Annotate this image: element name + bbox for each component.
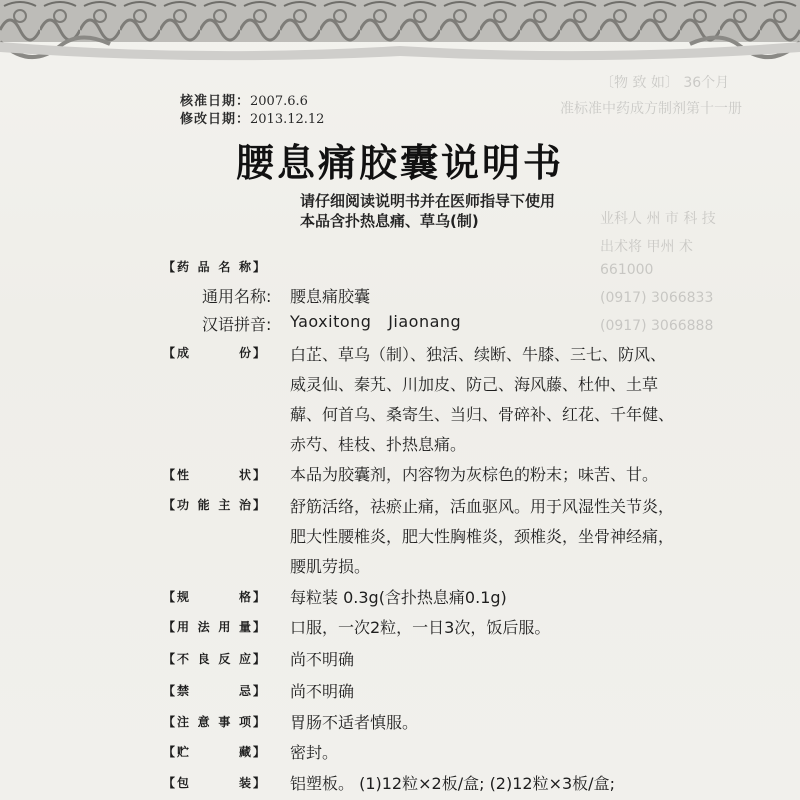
generic-name-label: 通用名称: — [202, 287, 272, 306]
ingredients-line: 白芷、草乌（制）、独活、续断、牛膝、三七、防风、 — [290, 345, 667, 364]
indications-line: 肥大性腰椎炎，肥大性胸椎炎，颈椎炎，坐骨神经痛， — [290, 527, 675, 546]
section-label-text: 禁 忌 — [177, 684, 251, 698]
generic-name-value: 腰息痛胶囊 — [290, 287, 371, 306]
indications-line: 舒筋活络，祛瘀止痛，活血驱风。用于风湿性关节炎， — [290, 497, 675, 516]
section-label-text: 药 品 名 称 — [177, 260, 251, 274]
leaflet-page: 〔物 致 如〕 36个月 准标准中药成方制剂第十一册 业科人 州 市 科 技 出术将 甲州 术 661000 (0917) 3066833 (0917) 3066888 核准日期：2007.6.6 修改日期：2013.12.12 腰息痛胶囊说明书 请仔细阅读说明书并在医师指导下使用 本品含扑热息痛、草乌(制) 【 药 品 名 称 】 通用名称: 腰息痛胶囊 汉语拼音: Yaoxitong Jiaonang 【 成 份 】 白芷、草乌（制）、独活、续断、牛膝、三七、防风、 威灵仙、秦艽、川加皮、防己、海风藤、杜仲、土草 薢、何首乌、桑寄生、当归、骨碎补、红花、千年健、 赤芍、桂枝、扑热息痛。 【 性 状 】 本品为胶囊剂，内容物为灰棕色的粉末；味苦、甘。 【 功 能 主 治 】 舒筋活络，祛瘀止痛，活血驱风。用于风湿性关节炎， 肥大性腰椎炎，肥大性胸椎炎，颈椎炎，坐骨神经痛， 腰肌劳损。 【 规 格 】 每粒装 0.3g(含扑热息痛0.1g) 【 用 法 用 量 】 口服，一次2粒，一日3次，饭后服。 【 不 良 反 应 】 尚不明确 【 禁 忌 】 尚不明确 【 注 意 事 项 】 胃肠不适者慎服。 【 贮 藏 】 密封。 【 包 装 】 铝塑板。 (1)12粒×2板/盒; (2)12粒×3板/盒; — [0, 0, 800, 800]
section-label-text: 规 格 — [177, 590, 251, 604]
document-title: 腰息痛胶囊说明书 — [235, 141, 564, 185]
adverse-reactions-text: 尚不明确 — [290, 650, 355, 669]
approval-date-line — [180, 90, 308, 109]
ingredients-line: 薢、何首乌、桑寄生、当归、骨碎补、红花、千年健、 — [290, 405, 675, 424]
ingredients-line: 威灵仙、秦艽、川加皮、防己、海风藤、杜仲、土草 — [290, 375, 659, 394]
properties-text: 本品为胶囊剂，内容物为灰棕色的粉末；味苦、甘。 — [290, 465, 659, 484]
bleed-through-decoration: 661000 — [600, 262, 654, 278]
bleed-through-decoration: (0917) 3066888 — [600, 318, 714, 334]
pinyin-value: Yaoxitong Jiaonang — [290, 312, 462, 331]
ingredients-line: 赤芍、桂枝、扑热息痛。 — [290, 435, 467, 454]
contraindications-text: 尚不明确 — [290, 682, 355, 701]
bleed-through-decoration: 准标准中药成方制剂第十一册 — [560, 101, 742, 117]
bleed-through-decoration: 〔物 致 如〕 36个月 — [600, 75, 730, 91]
section-label-text: 贮 藏 — [177, 745, 251, 759]
bleed-through-decoration: 业科人 州 市 科 技 — [600, 211, 716, 227]
storage-text: 密封。 — [290, 743, 339, 762]
indications-line: 腰肌劳损。 — [290, 557, 371, 576]
revision-date-label: 修改日期： — [180, 112, 251, 127]
section-label-text: 不 良 反 应 — [177, 652, 251, 666]
ornamental-border — [0, 0, 800, 80]
dosage-text: 口服，一次2粒，一日3次，饭后服。 — [290, 618, 551, 637]
approval-date-value: 2007.6.6 — [250, 94, 308, 109]
package-text: 铝塑板。 (1)12粒×2板/盒; (2)12粒×3板/盒; — [290, 774, 615, 793]
section-label-text: 功 能 主 治 — [177, 498, 251, 512]
section-label-text: 用 法 用 量 — [177, 620, 251, 634]
precautions-text: 胃肠不适者慎服。 — [290, 713, 419, 732]
section-label-text: 包 装 — [177, 776, 251, 790]
section-label-text: 性 状 — [177, 468, 251, 482]
pinyin-label: 汉语拼音: — [202, 315, 272, 334]
specification-text: 每粒装 0.3g(含扑热息痛0.1g) — [290, 588, 507, 607]
revision-date-value: 2013.12.12 — [250, 112, 325, 127]
bleed-through-decoration: (0917) 3066833 — [600, 290, 714, 306]
section-label-text: 成 份 — [177, 346, 251, 360]
approval-date-label: 核准日期： — [180, 94, 251, 109]
revision-date-line — [180, 108, 324, 127]
usage-warning: 请仔细阅读说明书并在医师指导下使用 — [300, 192, 556, 210]
section-label-text: 注 意 事 项 — [177, 715, 251, 729]
ingredient-warning: 本品含扑热息痛、草乌(制) — [300, 212, 479, 230]
bleed-through-decoration: 出术将 甲州 术 — [600, 239, 693, 255]
